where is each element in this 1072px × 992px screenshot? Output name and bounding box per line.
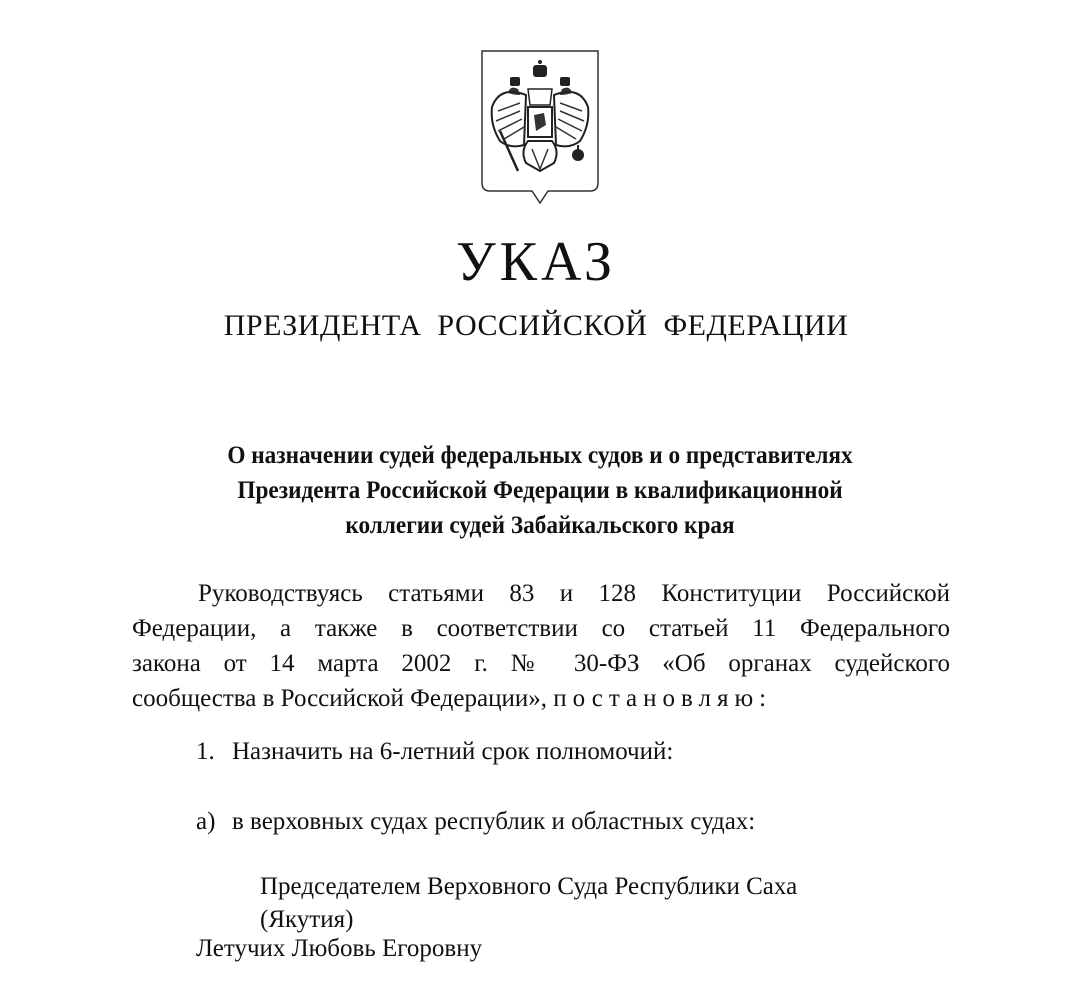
preamble-paragraph [132, 576, 950, 716]
decree-word: постановляю: [553, 685, 773, 712]
clause-1 [196, 734, 673, 769]
preamble-line: закона от 14 марта 2002 г. № 30-ФЗ «Об органах судейского [132, 650, 950, 677]
subclause-text: в верховных судах республик и областных судах: [232, 808, 756, 835]
coat-of-arms-emblem [470, 45, 610, 215]
clause-text: Назначить на 6-летний срок полномочий: [232, 738, 674, 765]
subclause-letter: а) [196, 808, 216, 835]
clause-number: 1. [196, 738, 215, 765]
heading-line: О назначении судей федеральных судов и о представителях [227, 442, 853, 469]
preamble-line: Руководствуясь статьями 83 и 128 Конституции Российской [198, 580, 950, 607]
preamble-line: сообщества в Российской Федерации», [132, 685, 547, 712]
appointee-name: Летучих Любовь Егоровну [196, 935, 483, 962]
preamble-line: Федерации, а также в соответствии со статьей 11 Федерального [132, 615, 950, 642]
preamble-line-last [132, 681, 950, 716]
position-line: (Якутия) [260, 906, 354, 933]
decree-heading [130, 438, 950, 543]
subclause-a [196, 804, 755, 839]
document-title: УКАЗ [455, 231, 617, 293]
double-headed-eagle-icon [470, 45, 610, 215]
document-subtitle: ПРЕЗИДЕНТА РОССИЙСКОЙ ФЕДЕРАЦИИ [223, 309, 849, 342]
position-line: Председателем Верховного Суда Республики Саха [260, 873, 798, 900]
appointment-position [260, 870, 797, 936]
heading-line: коллегии судей Забайкальского края [345, 512, 735, 539]
heading-line: Президента Российской Федерации в квалификационной [237, 477, 843, 504]
